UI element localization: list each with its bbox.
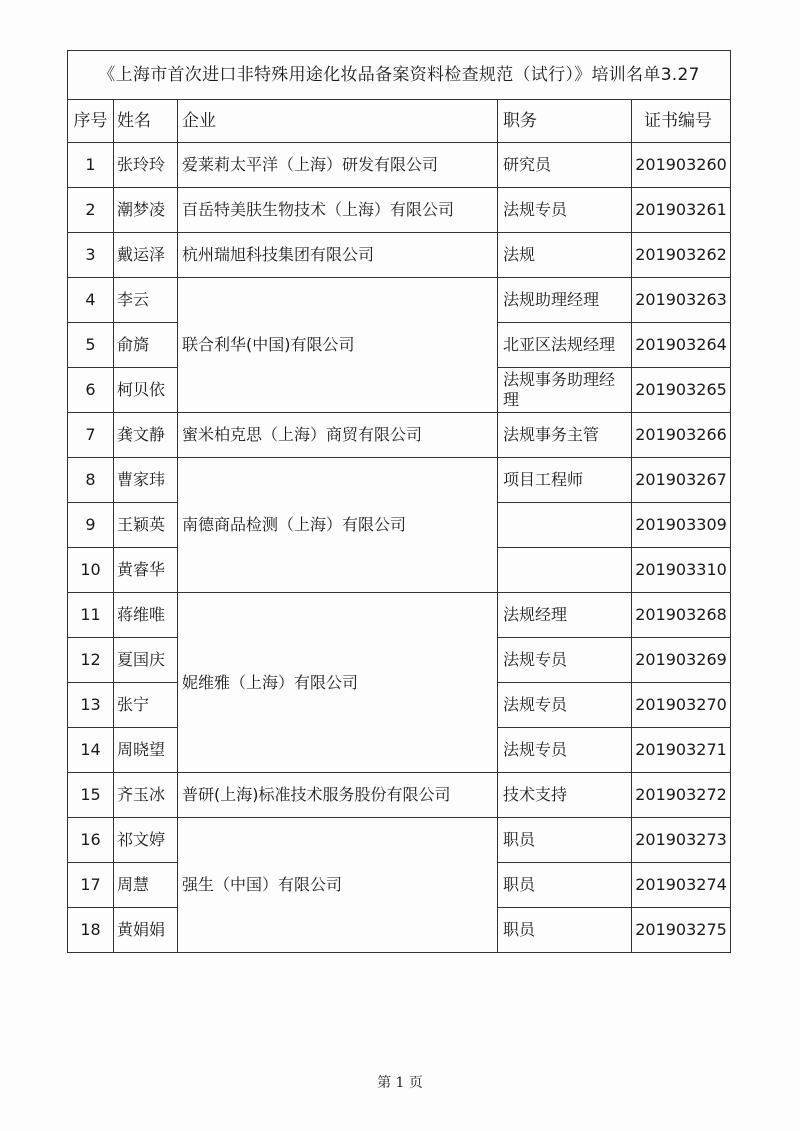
job-title: 职员 [498, 863, 632, 908]
job-title: 法规专员 [498, 638, 632, 683]
company-name: 强生（中国）有限公司 [178, 818, 498, 953]
table-row [68, 413, 731, 458]
row-number: 16 [68, 818, 114, 863]
company-name: 普研(上海)标准技术服务股份有限公司 [178, 773, 498, 818]
certificate-number: 201903268 [632, 593, 731, 638]
person-name: 李云 [114, 278, 178, 323]
job-title: 研究员 [498, 143, 632, 188]
header-position: 职务 [498, 100, 632, 143]
certificate-number: 201903274 [632, 863, 731, 908]
table-row [68, 233, 731, 278]
person-name: 张宁 [114, 683, 178, 728]
row-number: 18 [68, 908, 114, 953]
person-name: 齐玉冰 [114, 773, 178, 818]
header-name: 姓名 [114, 100, 178, 143]
page-footer: 第 1 页 [377, 1075, 423, 1091]
job-title: 法规专员 [498, 683, 632, 728]
company-name: 联合利华(中国)有限公司 [178, 278, 498, 413]
person-name: 张玲玲 [114, 143, 178, 188]
job-title: 项目工程师 [498, 458, 632, 503]
certificate-number: 201903272 [632, 773, 731, 818]
job-title: 技术支持 [498, 773, 632, 818]
job-title: 职员 [498, 908, 632, 953]
certificate-number: 201903261 [632, 188, 731, 233]
row-number: 5 [68, 323, 114, 368]
person-name: 俞旖 [114, 323, 178, 368]
certificate-number: 201903310 [632, 548, 731, 593]
row-number: 10 [68, 548, 114, 593]
job-title: 法规事务主管 [498, 413, 632, 458]
company-name: 蜜米柏克思（上海）商贸有限公司 [178, 413, 498, 458]
company-name: 妮维雅（上海）有限公司 [178, 593, 498, 773]
table-row [68, 593, 731, 638]
row-number: 8 [68, 458, 114, 503]
header-row [68, 100, 731, 143]
person-name: 蒋维唯 [114, 593, 178, 638]
certificate-number: 201903265 [632, 368, 731, 413]
certificate-number: 201903267 [632, 458, 731, 503]
person-name: 黄娟娟 [114, 908, 178, 953]
person-name: 龚文静 [114, 413, 178, 458]
certificate-number: 201903269 [632, 638, 731, 683]
row-number: 12 [68, 638, 114, 683]
table-row [68, 188, 731, 233]
person-name: 潮梦凌 [114, 188, 178, 233]
company-name: 南德商品检测（上海）有限公司 [178, 458, 498, 593]
row-number: 17 [68, 863, 114, 908]
person-name: 戴运泽 [114, 233, 178, 278]
training-roster-table [67, 50, 731, 953]
job-title: 北亚区法规经理 [498, 323, 632, 368]
certificate-number: 201903264 [632, 323, 731, 368]
table-row [68, 143, 731, 188]
job-title [498, 548, 632, 593]
job-title: 法规专员 [498, 188, 632, 233]
row-number: 11 [68, 593, 114, 638]
certificate-number: 201903262 [632, 233, 731, 278]
table-row [68, 278, 731, 323]
person-name: 夏国庆 [114, 638, 178, 683]
row-number: 6 [68, 368, 114, 413]
certificate-number: 201903309 [632, 503, 731, 548]
job-title: 法规专员 [498, 728, 632, 773]
company-name: 爱莱莉太平洋（上海）研发有限公司 [178, 143, 498, 188]
row-number: 2 [68, 188, 114, 233]
row-number: 15 [68, 773, 114, 818]
job-title [498, 503, 632, 548]
person-name: 柯贝依 [114, 368, 178, 413]
person-name: 黄睿华 [114, 548, 178, 593]
person-name: 周慧 [114, 863, 178, 908]
certificate-number: 201903273 [632, 818, 731, 863]
row-number: 14 [68, 728, 114, 773]
roster-sheet [67, 50, 730, 953]
person-name: 曹家玮 [114, 458, 178, 503]
row-number: 13 [68, 683, 114, 728]
person-name: 祁文婷 [114, 818, 178, 863]
certificate-number: 201903275 [632, 908, 731, 953]
job-title: 职员 [498, 818, 632, 863]
person-name: 周晓望 [114, 728, 178, 773]
job-title: 法规 [498, 233, 632, 278]
row-number: 7 [68, 413, 114, 458]
row-number: 3 [68, 233, 114, 278]
job-title: 法规事务助理经理 [498, 368, 632, 413]
header-no: 序号 [68, 100, 114, 143]
certificate-number: 201903271 [632, 728, 731, 773]
job-title: 法规助理经理 [498, 278, 632, 323]
header-cert: 证书编号 [632, 100, 731, 143]
company-name: 杭州瑞旭科技集团有限公司 [178, 233, 498, 278]
table-row [68, 773, 731, 818]
table-row [68, 458, 731, 503]
certificate-number: 201903260 [632, 143, 731, 188]
row-number: 9 [68, 503, 114, 548]
row-number: 1 [68, 143, 114, 188]
certificate-number: 201903266 [632, 413, 731, 458]
row-number: 4 [68, 278, 114, 323]
table-row [68, 818, 731, 863]
job-title: 法规经理 [498, 593, 632, 638]
header-company: 企业 [178, 100, 498, 143]
person-name: 王颖英 [114, 503, 178, 548]
certificate-number: 201903263 [632, 278, 731, 323]
document-title: 《上海市首次进口非特殊用途化妆品备案资料检查规范（试行）》培训名单3.27 [68, 51, 731, 100]
certificate-number: 201903270 [632, 683, 731, 728]
company-name: 百岳特美肤生物技术（上海）有限公司 [178, 188, 498, 233]
